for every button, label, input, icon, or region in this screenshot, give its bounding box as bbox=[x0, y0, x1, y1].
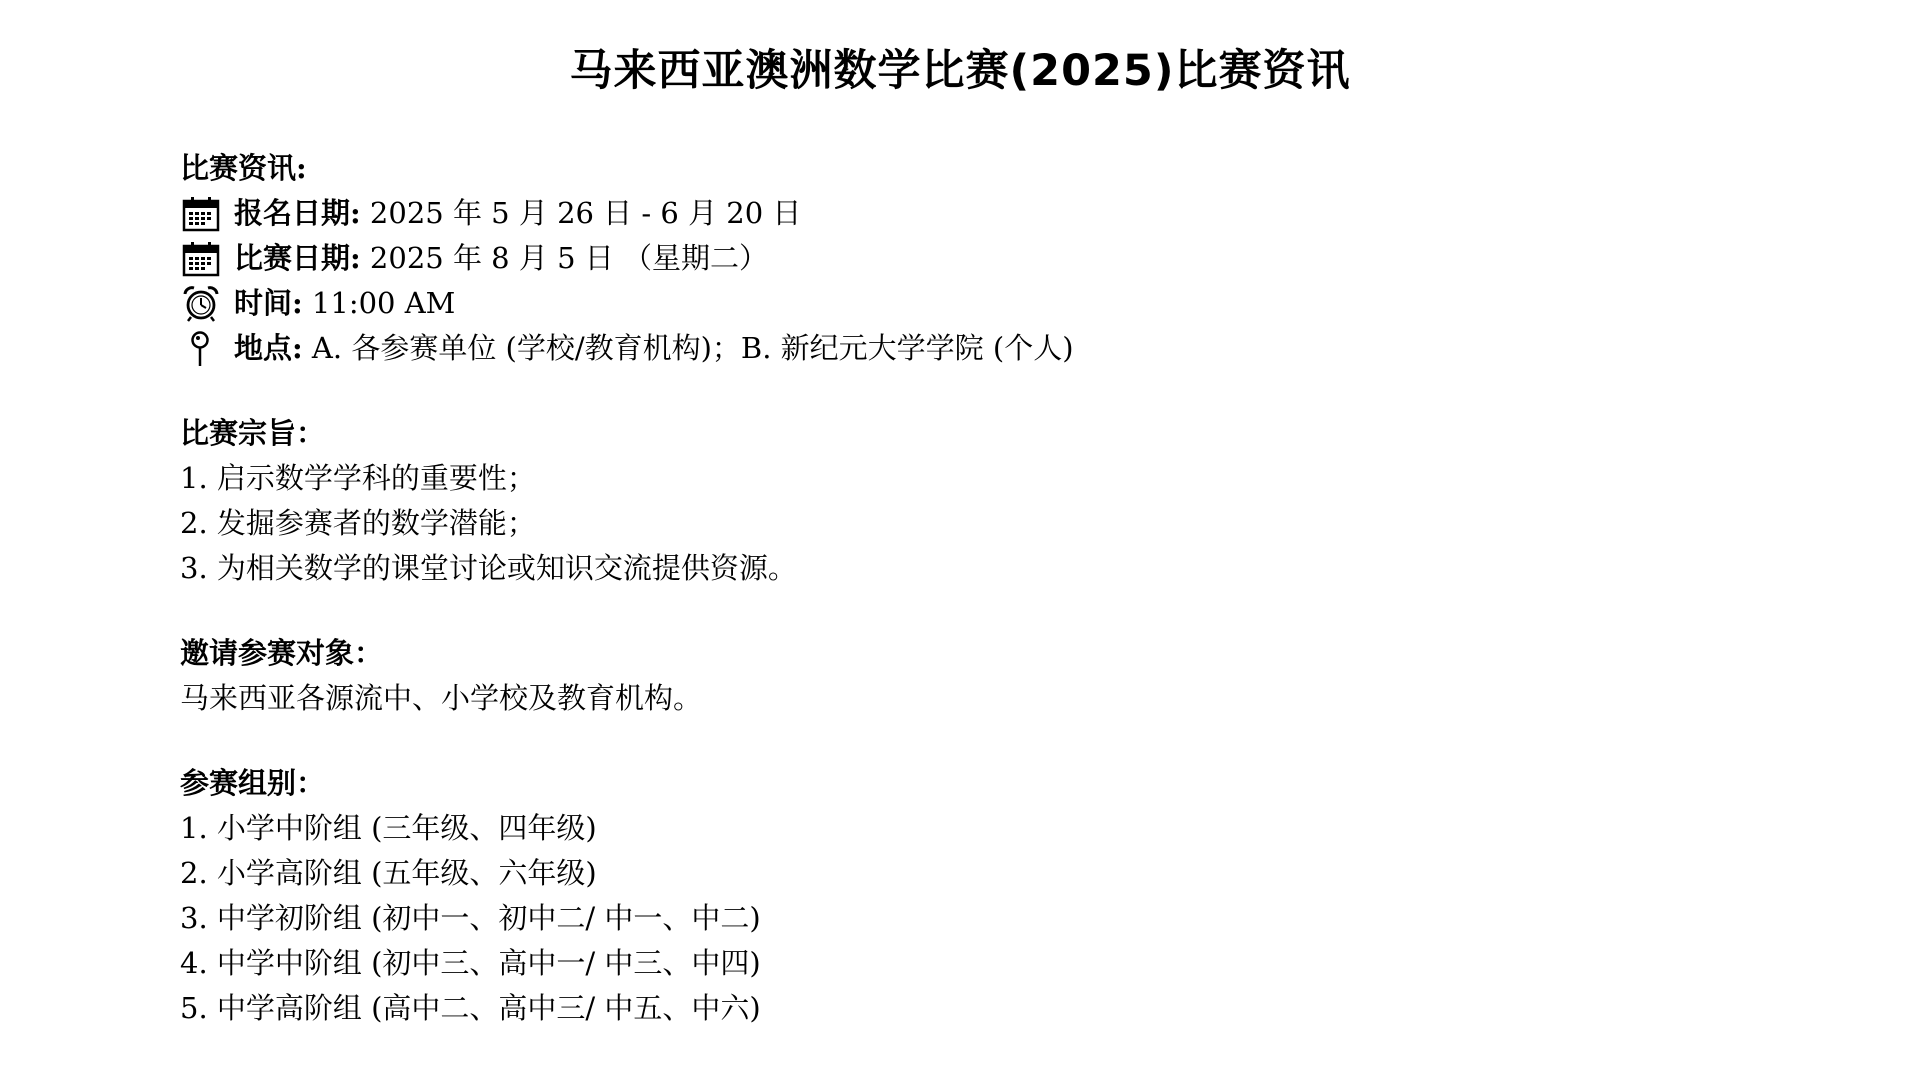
participants-text: 马来西亚各源流中、小学校及教育机构。 bbox=[180, 681, 703, 715]
group-item: 2. 小学高阶组 (五年级、六年级) bbox=[180, 856, 597, 890]
info-item-location bbox=[180, 326, 1780, 371]
group-item: 1. 小学中阶组 (三年级、四年级) bbox=[180, 811, 597, 845]
competition-date-label: 比赛日期: bbox=[234, 241, 361, 275]
participants-heading: 邀请参赛对象： bbox=[180, 636, 384, 670]
page-title: 马来西亚澳洲数学比赛(2025)比赛资讯 bbox=[569, 46, 1351, 96]
registration-date-value: 2025 年 5 月 26 日 - 6 月 20 日 bbox=[360, 196, 802, 230]
aims-item: 1. 启示数学学科的重要性； bbox=[180, 461, 536, 495]
groups-heading: 参赛组别： bbox=[180, 766, 326, 800]
document-content bbox=[180, 146, 1780, 1031]
aims-item: 3. 为相关数学的课堂讨论或知识交流提供资源。 bbox=[180, 551, 797, 585]
group-item: 5. 中学高阶组 (高中二、高中三/ 中五、中六) bbox=[180, 991, 761, 1025]
registration-date-label: 报名日期: bbox=[234, 196, 361, 230]
info-item-registration-date bbox=[180, 191, 1780, 236]
calendar-icon bbox=[180, 239, 222, 279]
group-item: 4. 中学中阶组 (初中三、高中一/ 中三、中四) bbox=[180, 946, 761, 980]
pin-icon bbox=[180, 329, 222, 369]
info-item-time bbox=[180, 281, 1780, 326]
alarm-clock-icon bbox=[180, 284, 222, 324]
aims-heading: 比赛宗旨： bbox=[180, 416, 326, 450]
info-item-competition-date bbox=[180, 236, 1780, 281]
time-value: 11:00 AM bbox=[302, 286, 456, 320]
time-label: 时间: bbox=[234, 286, 303, 320]
calendar-icon bbox=[180, 194, 222, 234]
location-value: A. 各参赛单位 (学校/教育机构)；B. 新纪元大学学院 (个人) bbox=[302, 331, 1074, 365]
info-heading: 比赛资讯: bbox=[180, 151, 307, 185]
group-item: 3. 中学初阶组 (初中一、初中二/ 中一、中二) bbox=[180, 901, 761, 935]
competition-date-value: 2025 年 8 月 5 日 （星期二） bbox=[360, 241, 768, 275]
location-label: 地点: bbox=[234, 331, 303, 365]
aims-item: 2. 发掘参赛者的数学潜能； bbox=[180, 506, 536, 540]
